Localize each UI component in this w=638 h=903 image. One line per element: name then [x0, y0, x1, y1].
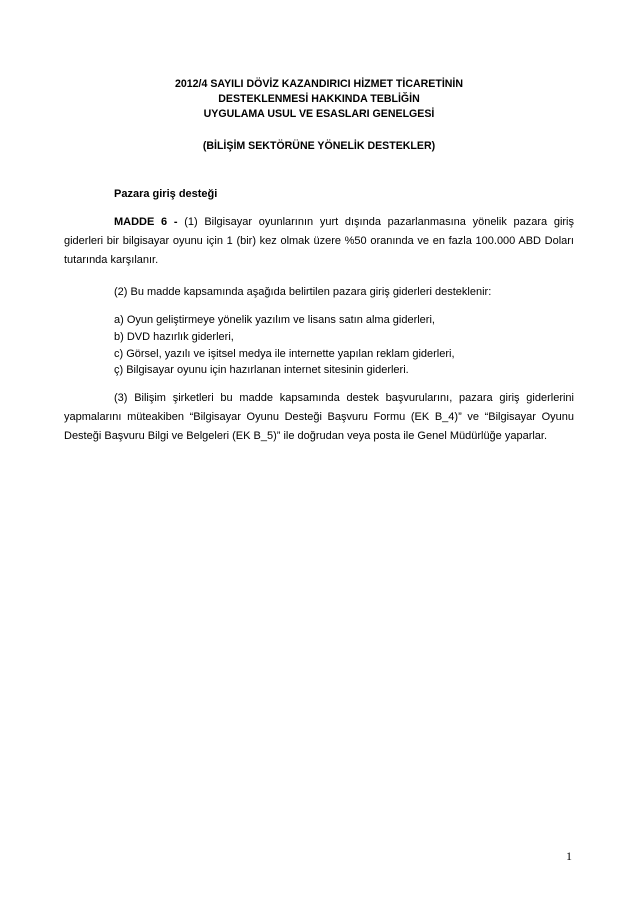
title-line: DESTEKLENMESİ HAKKINDA TEBLİĞİN	[218, 93, 420, 105]
title-line: UYGULAMA USUL VE ESASLARI GENELGESİ	[203, 108, 435, 120]
list-item: a) Oyun geliştirmeye yönelik yazılım ve lisans satın alma giderleri,	[114, 314, 435, 326]
expense-list	[114, 312, 574, 379]
article-paragraph-1	[64, 213, 574, 270]
document-subtitle: (BİLİŞİM SEKTÖRÜNE YÖNELİK DESTEKLER)	[202, 140, 436, 152]
article-paragraph-3: (3) Bilişim şirketleri bu madde kapsamında destek başvurularını, pazara giriş giderlerini yapmalarını müteakiben “Bilgisayar Oyunu Desteği Başvuru Formu (EK B_4)” ve “Bilgisayar Oyunu Desteği Başvuru Bilgi ve Belgeleri (EK B_5)” ile doğrudan veya posta ile Genel Müdürlüğe yaparlar.	[64, 392, 574, 442]
document-title	[64, 77, 574, 122]
title-line: 2012/4 SAYILI DÖVİZ KAZANDIRICI HİZMET TİCARETİNİN	[174, 78, 464, 90]
list-item: ç) Bilgisayar oyunu için hazırlanan internet sitesinin giderleri.	[114, 364, 409, 377]
list-item: b) DVD hazırlık giderleri,	[114, 330, 234, 343]
article-paragraph-2: (2) Bu madde kapsamında aşağıda belirtilen pazara giriş giderleri desteklenir:	[114, 286, 492, 298]
list-item: c) Görsel, yazılı ve işitsel medya ile internette yapılan reklam giderleri,	[114, 347, 455, 360]
article-label: MADDE 6 -	[114, 216, 178, 228]
paragraph-text: (1) Bilgisayar oyunlarının yurt dışında pazarlanmasına yönelik pazara giriş giderleri bir bilgisayar oyunu için 1 (bir) kez olmak üzere %50 oranında ve en fazla 100.000 ABD Doları tutarında karşılanır.	[64, 216, 575, 266]
page-number: 1	[566, 849, 572, 863]
section-heading: Pazara giriş desteği	[114, 188, 218, 200]
